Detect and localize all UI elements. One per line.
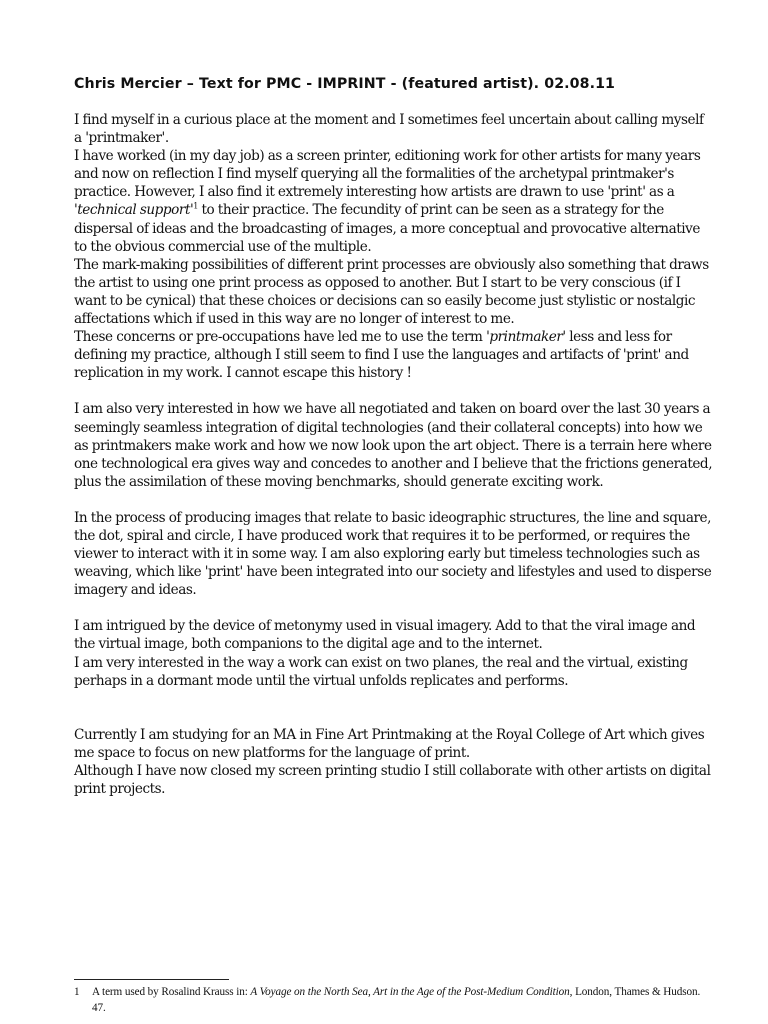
- paragraph-1-sentence-2: [74, 147, 714, 256]
- footnote-divider: [74, 979, 229, 980]
- page-title: Chris Mercier – Text for PMC - IMPRINT - (featured artist). 02.08.11: [74, 76, 616, 92]
- paragraph-1-sentence-1: I find myself in a curious place at the moment and I sometimes feel uncertain about calling myself a 'printmaker'.: [74, 112, 704, 147]
- text-run: I have worked (in my day job) as a screen printer, editioning work for other artists for many years and now on reflection I find myself querying all the formalities of the archetypal printmaker's practice. However, I also find it extremely interesting how artists are drawn to use 'print' as a: [74, 148, 701, 201]
- footnote: [74, 984, 714, 1016]
- text-run: to their practice. The fecundity of print can be seen as a strategy for the dispersal of ideas and the broadcasting of images, a more conceptual and provocative alternative to the obvious commercial use of the multiple.: [74, 202, 700, 255]
- footnote-marker: 1: [193, 201, 198, 211]
- paragraph-1-sentence-3: The mark-making possibilities of different print processes are obviously also something that draws the artist to using one print process as opposed to another. But I start to be very conscious (if I want to be cynical) that these choices or decisions can so easily become just stylistic or nostalgic affectations which if used in this way are no longer of interest to me.: [74, 256, 709, 328]
- paragraph-3: In the process of producing images that relate to basic ideographic structures, the line and square, the dot, spiral and circle, I have produced work that requires it to be performed, or requires the viewer to interact with it in some way. I am also exploring early but timeless technologies such as weaving, which like 'print' have been integrated into our society and lifestyles and used to disperse imagery and ideas.: [74, 509, 712, 599]
- text-run: A term used by Rosalind Krauss in:: [92, 986, 251, 998]
- text-run: These concerns or pre-occupations have led me to use the term: [74, 329, 487, 346]
- italic-term-printmaker: 'printmaker': [486, 329, 566, 346]
- paragraph-2: I am also very interested in how we have all negotiated and taken on board over the last 30 years a seemingly seamless integration of digital technologies (and their collateral concepts) into how we as printmakers make work and how we now look upon the art object. There is a terrain here where one technological era gives way and concedes to another and I believe that the frictions generated, plus the assimilation of these moving benchmarks, should generate exciting work.: [74, 401, 713, 490]
- text-run: less and less for defining my practice, although I still seem to find I use the languages and artifacts of 'print' and replication in my work. I cannot escape this history !: [74, 329, 689, 382]
- italic-term-technical-support: 'technical support': [74, 202, 194, 219]
- paragraph-spacer: [74, 599, 714, 617]
- text-run: London, Thames & Hudson. 47.: [92, 986, 701, 1014]
- paragraph-4-sentence-2: I am very interested in the way a work can exist on two planes, the real and the virtual, existing perhaps in a dormant mode until the virtual unfolds replicates and performs.: [74, 654, 688, 689]
- paragraph-1-sentence-4: [74, 328, 714, 382]
- paragraph-4-sentence-1: I am intrigued by the device of metonymy used in visual imagery. Add to that the viral image and the virtual image, both companions to the digital age and to the internet.: [74, 618, 696, 653]
- paragraph-spacer: [74, 491, 714, 509]
- paragraph-5-sentence-2: Although I have now closed my screen printing studio I still collaborate with other artists on digital print projects.: [74, 762, 711, 797]
- footnote-book-title: A Voyage on the North Sea, Art in the Age of the Post-Medium Condition,: [250, 986, 573, 998]
- document-body: [74, 111, 714, 798]
- paragraph-spacer: [74, 690, 714, 726]
- paragraph-spacer: [74, 382, 714, 400]
- paragraph-5-sentence-1: Currently I am studying for an MA in Fine Art Printmaking at the Royal College of Art which gives me space to focus on new platforms for the language of print.: [74, 726, 705, 761]
- footnote-text: [92, 984, 714, 1016]
- footnote-number: 1: [74, 986, 80, 998]
